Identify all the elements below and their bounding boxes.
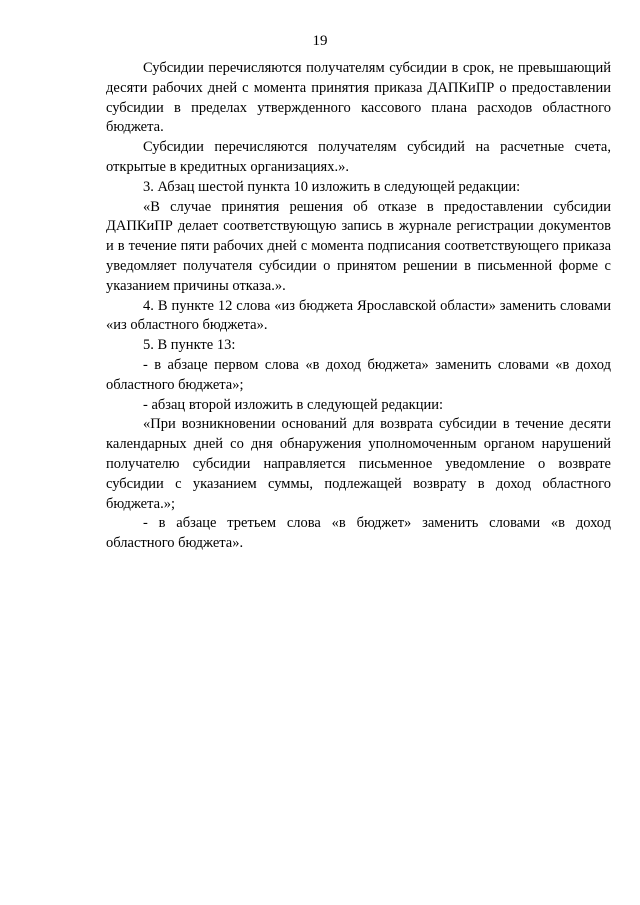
paragraph-subsidy-transfer-term: Субсидии перечисляются получателям субсидии в срок, не превышающий десяти рабочих дней с момента принятия приказа ДАПКиПР о предоставлении субсидии в пределах утвержденного кассового плана расходов областного бюджета. <box>106 60 611 136</box>
paragraph-refusal-decision: «В случае принятия решения об отказе в предоставлении субсидии ДАПКиПР делает соответствующую запись в журнале регистрации документов и в течение пяти рабочих дней с момента подписания соответствующего приказа уведомляет получателя субсидии о принятом решении в письменной форме с указанием причины отказа.». <box>106 198 611 294</box>
paragraph-item-5-second: - абзац второй изложить в следующей редакции: <box>143 396 444 413</box>
paragraph-item-4: 4. В пункте 12 слова «из бюджета Ярославской области» заменить словами «из областного бюджета». <box>106 297 611 334</box>
paragraph-refund-notice: «При возникновении оснований для возврата субсидии в течение десяти календарных дней со дня обнаружения уполномоченным органом нарушений получателю субсидии направляется письменное уведомление о возврате субсидии с указанием суммы, подлежащей возврату в доход областного бюджета.»; <box>106 416 611 512</box>
page-number: 19 <box>312 33 328 49</box>
document-body <box>106 59 611 554</box>
paragraph-item-5-first: - в абзаце первом слова «в доход бюджета» заменить словами «в доход областного бюджета»; <box>106 356 611 393</box>
paragraph-item-5-third: - в абзаце третьем слова «в бюджет» заменить словами «в доход областного бюджета». <box>106 515 611 552</box>
paragraph-subsidy-accounts: Субсидии перечисляются получателям субсидий на расчетные счета, открытые в кредитных организациях.». <box>106 139 611 175</box>
paragraph-item-3: 3. Абзац шестой пункта 10 изложить в следующей редакции: <box>143 178 521 195</box>
paragraph-item-5: 5. В пункте 13: <box>143 337 236 354</box>
